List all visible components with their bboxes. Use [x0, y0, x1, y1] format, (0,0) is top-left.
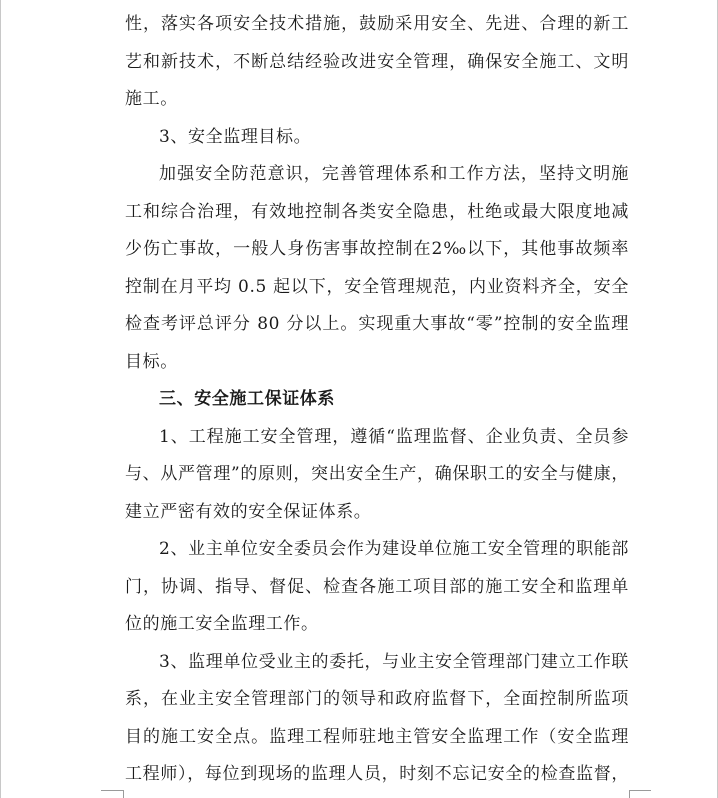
- text-line: 工和综合治理，有效地控制各类安全隐患，杜绝或最大限度地减: [125, 201, 629, 222]
- text-line: 目标。: [125, 351, 178, 372]
- text-line: 位的施工安全监理工作。: [125, 614, 319, 634]
- page-corner-mark-left-h: [101, 790, 123, 791]
- text-line: 检查考评总评分 80 分以上。实现重大事故“零”控制的安全监理: [125, 314, 629, 334]
- page-corner-mark-right-h: [629, 790, 651, 791]
- text-line: 控制在月平均 0.5 起以下，安全管理规范，内业资料齐全，安全: [125, 276, 629, 297]
- text-line: 施工。: [125, 89, 178, 109]
- text-line: 艺和新技术，不断总结经验改进安全管理，确保安全施工、文明: [125, 51, 629, 72]
- text-line: 1、工程施工安全管理，遵循“监理监督、企业负责、全员参: [159, 426, 629, 447]
- text-line: 少伤亡事故，一般人身伤害事故控制在2‰以下，其他事故频率: [125, 239, 629, 259]
- text-line: 工程师），每位到现场的监理人员，时刻不忘记安全的检查监督，: [125, 764, 629, 784]
- text-line: 3、安全监理目标。: [159, 126, 312, 147]
- text-line: 3、监理单位受业主的委托，与业主安全管理部门建立工作联: [159, 651, 629, 672]
- page-corner-mark-right-v: [629, 790, 630, 798]
- text-line: 目的施工安全点。监理工程师驻地主管安全监理工作（安全监理: [125, 726, 629, 747]
- text-line: 性，落实各项安全技术措施，鼓励采用安全、先进、合理的新工: [125, 14, 629, 34]
- text-line: 2、业主单位安全委员会作为建设单位施工安全管理的职能部: [159, 539, 629, 559]
- document-body: [125, 6, 629, 794]
- text-line: 与、从严管理”的原则，突出安全生产，确保职工的安全与健康，: [125, 464, 629, 484]
- text-line: 建立严密有效的安全保证体系。: [125, 501, 372, 522]
- page-corner-mark-left-v: [123, 790, 124, 798]
- text-line: 加强安全防范意识，完善管理体系和工作方法，坚持文明施: [159, 164, 629, 184]
- section-heading: 三、安全施工保证体系: [159, 389, 335, 409]
- text-line: 门，协调、指导、督促、检查各施工项目部的施工安全和监理单: [125, 576, 629, 597]
- text-line: 系，在业主安全管理部门的领导和政府监督下，全面控制所监项: [125, 689, 629, 709]
